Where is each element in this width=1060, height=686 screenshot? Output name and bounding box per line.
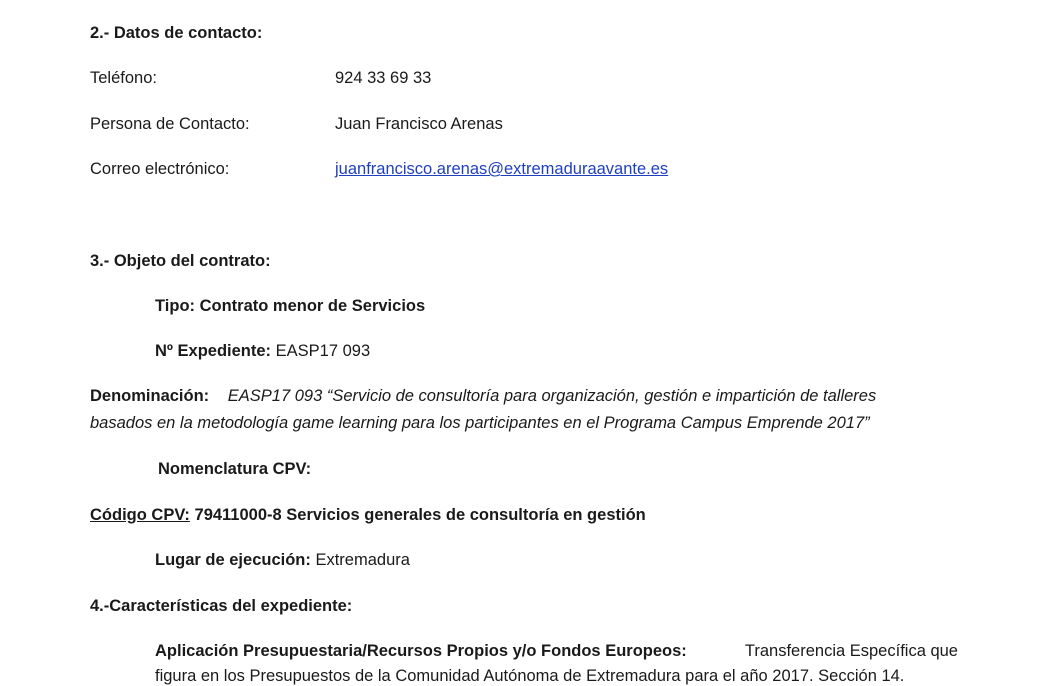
email-link[interactable]: juanfrancisco.arenas@extremaduraavante.es [335,160,669,178]
denominacion-text-2: basados en la metodología game learning para los participantes en el Programa Campus Emprende 2017” [90,414,870,432]
denominacion-text-1: EASP17 093 “Servicio de consultoría para organización, gestión e impartición de talleres [227,387,877,405]
expediente-label: Nº Expediente: [155,342,272,360]
cpv-value: 79411000-8 Servicios generales de consultoría en gestión [194,506,646,524]
contact-person-label: Persona de Contacto: [90,115,250,133]
denominacion-line-1 [90,386,876,406]
expediente-row [155,341,370,361]
cpv-row [90,505,646,525]
cpv-label: Código CPV: [90,506,190,524]
aplicacion-row [155,641,958,661]
section-3-heading: 3.- Objeto del contrato: [90,252,271,270]
email-label: Correo electrónico: [90,160,230,178]
phone-value: 924 33 69 33 [335,69,432,87]
expediente-value: EASP17 093 [275,342,371,360]
aplicacion-value: Transferencia Específica que [744,642,958,660]
section-2-heading: 2.- Datos de contacto: [90,24,263,42]
aplicacion-label: Aplicación Presupuestaria/Recursos Propios y/o Fondos Europeos: [155,642,687,660]
nomenclatura-cpv: Nomenclatura CPV: [158,460,312,478]
section-4-heading: 4.-Características del expediente: [90,597,353,615]
contact-person-value: Juan Francisco Arenas [335,115,503,133]
lugar-value: Extremadura [315,551,410,569]
lugar-row [155,550,410,570]
denominacion-label: Denominación: [90,387,210,405]
phone-label: Teléfono: [90,69,157,87]
lugar-label: Lugar de ejecución: [155,551,311,569]
cut-off-line: figura en los Presupuestos de la Comunidad Autónoma de Extremadura para el año 2017. Sección 14. [155,667,905,685]
contract-type: Tipo: Contrato menor de Servicios [155,297,426,315]
